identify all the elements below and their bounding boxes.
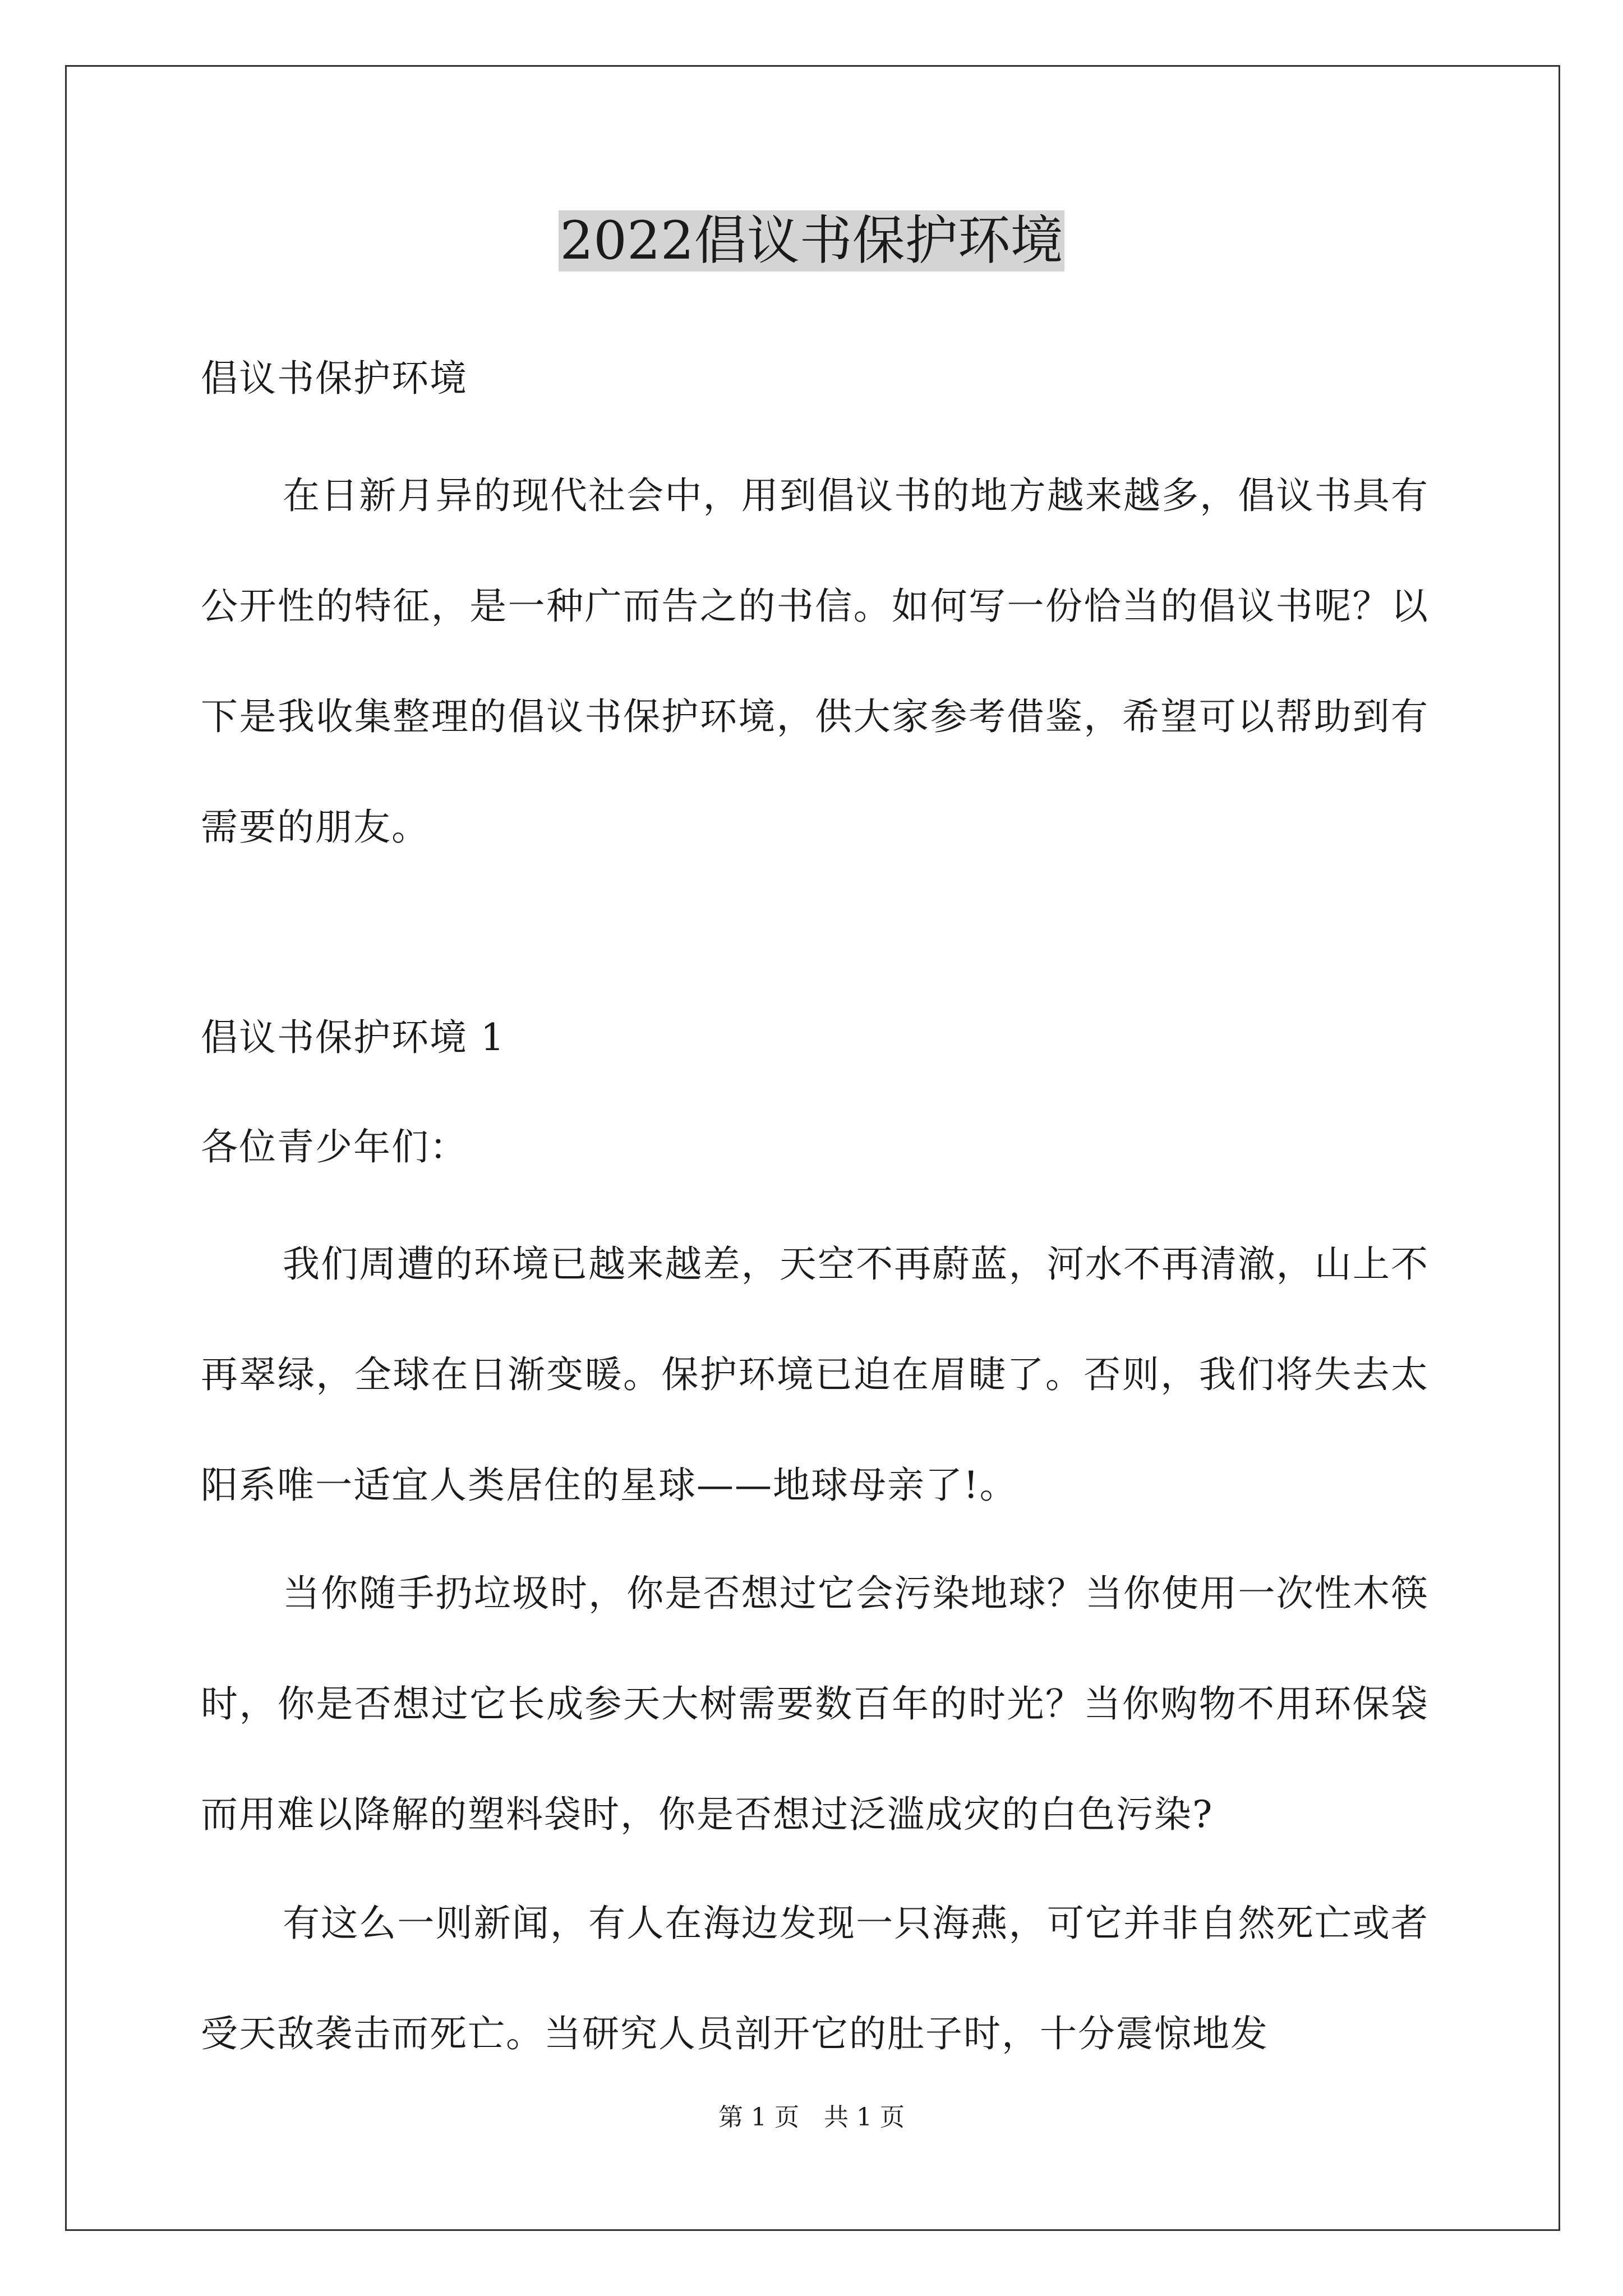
body-paragraph-1: 我们周遭的环境已越来越差，天空不再蔚蓝，河水不再清澈，山上不再翠绿，全球在日渐变暖。保护环境已迫在眉睫了。否则，我们将失去太阳系唯一适宜人类居住的星球——地球母亲了!。 bbox=[201, 1243, 1429, 1507]
body-paragraph-3: 有这么一则新闻，有人在海边发现一只海燕，可它并非自然死亡或者受天敌袭击而死亡。当研究人员剖开它的肚子时，十分震惊地发 bbox=[201, 1902, 1429, 2055]
document-title-text: 2022倡议书保护环境 bbox=[560, 210, 1063, 272]
subtitle: 倡议书保护环境 bbox=[201, 357, 468, 400]
intro-paragraph: 在日新月异的现代社会中，用到倡议书的地方越来越多，倡议书具有公开性的特征，是一种广而告之的书信。如何写一份恰当的倡议书呢？以下是我收集整理的倡议书保护环境，供大家参考借鉴，希望可以帮助到有需要的朋友。 bbox=[201, 474, 1429, 849]
salutation: 各位青少年们： bbox=[201, 1125, 468, 1168]
body-paragraph-2: 当你随手扔垃圾时，你是否想过它会污染地球？当你使用一次性木筷时，你是否想过它长成参天大树需要数百年的时光？当你购物不用环保袋而用难以降解的塑料袋时，你是否想过泛滥成灾的白色污染? bbox=[201, 1572, 1429, 1836]
document-title bbox=[0, 205, 1623, 278]
page-footer: 第 1 页 共 1 页 bbox=[718, 2103, 905, 2132]
section-heading: 倡议书保护环境 1 bbox=[201, 1016, 505, 1059]
